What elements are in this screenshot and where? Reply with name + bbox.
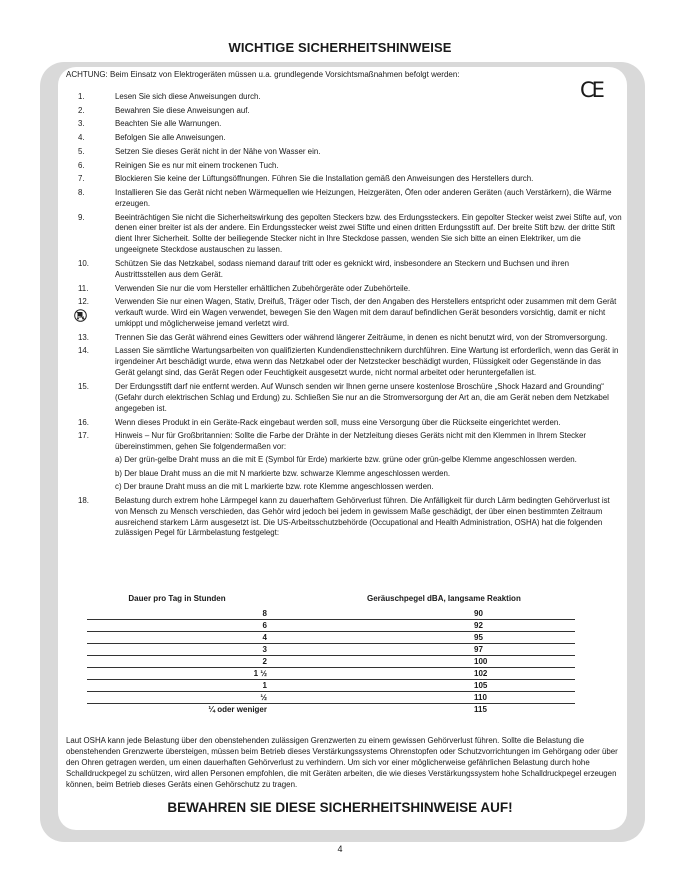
- list-item: 5. Setzen Sie dieses Gerät nicht in der Nähe von Wasser ein.: [78, 146, 321, 156]
- footer-title: BEWAHREN SIE DIESE SICHERHEITSHINWEISE AUF!: [167, 800, 513, 815]
- list-item: 18. Belastung durch extrem hohe Lärmpegel kann zu dauerhaftem Gehörverlust führen. Die Anfälligkeit für durch Lärm bedingten Gehörverlust ist von Mensch zu Mensch verschieden, das Gehör wird jedoch bei jedem in gewissem Maße geschädigt, der über einen bestimmten Zeitraum ausreichend starkem Lärm ausgesetzt ist. Die US-Arbeitsschutzbehörde (Occupational and Health Administration, OSHA) hat die folgenden zulässigen Pegel für Lärmbelastung festgelegt:: [78, 495, 610, 538]
- table-row: 3 97: [87, 644, 575, 656]
- list-item: 2. Bewahren Sie diese Anweisungen auf.: [78, 105, 250, 115]
- column-header-duration: Dauer pro Tag in Stunden: [128, 594, 226, 603]
- safety-instructions-list: [78, 92, 622, 542]
- item-17-sub-b: b) Der blaue Draht muss an die mit N markierte bzw. schwarze Klemme angeschlossen werden.: [115, 468, 451, 478]
- ce-mark-icon: CE: [580, 78, 602, 102]
- list-item: 3. Beachten Sie alle Warnungen.: [78, 119, 222, 129]
- list-item: 17. Hinweis – Nur für Großbritannien: Sollte die Farbe der Drähte in der Netzleitung dieses Geräts nicht mit den Klemmen in Ihrem Stecker übereinstimmen, gehen Sie folgendermaßen vor: a) Der grün-gelbe Draht muss an die mit E (Symbol für Erde) markierte bzw. grüne oder grün-gelbe Klemme angeschlossen werden. b) Der blaue Draht muss an die mit N markierte bzw. schwarze Klemme angeschlossen werden. c) Der braune Draht muss an die mit L markierte bzw. rote Klemme angeschlossen werden.: [78, 431, 622, 493]
- page-number: 4: [337, 844, 343, 854]
- list-item: 9. Beeinträchtigen Sie nicht die Sicherheitswirkung des gepolten Steckers bzw. des Erdungssteckers. Ein gepolter Stecker weist zwei Stifte auf, von denen einer breiter ist als der andere. Ein Erdungsstecker weist zwei Stifte und einen dritten Erdungsstift auf. Der breite Stift bzw. der dritte Stift dient Ihrer Sicherheit. Sollte der beiliegende Stecker nicht in Ihre Steckdose passen, wenden Sie sich bitte an einen Elektriker, um die ungeeignete Steckdose austauschen zu lassen.: [78, 212, 622, 255]
- list-item: 15. Der Erdungsstift darf nie entfernt werden. Auf Wunsch senden wir Ihnen gerne unsere kostenlose Broschüre „Shock Hazard and Grounding“ (Gefahr durch elektrischen Schlag und Erdung) zu. Schließen Sie nur an die Stromversorgung der Art an, die am Gerät neben dem Netzkabel angegeben ist.: [78, 382, 609, 413]
- table-header: [87, 592, 575, 606]
- list-item: 8. Installieren Sie das Gerät nicht neben Wärmequellen wie Heizungen, Heizgeräten, Öfen oder anderen Geräten (auch Verstärkern), die Wärme erzeugen.: [78, 187, 612, 208]
- page-title: WICHTIGE SICHERHEITSHINWEISE: [228, 40, 452, 55]
- table-row: ¼ oder weniger 115: [208, 705, 487, 714]
- list-item: 13. Trennen Sie das Gerät während eines Gewitters oder während längerer Zeiträume, in denen es nicht benutzt wird, von der Stromversorgung.: [78, 332, 608, 342]
- table-row: 1 ½ 102: [87, 668, 575, 680]
- table-row: 8 90: [87, 608, 575, 620]
- cart-warning-icon: [74, 309, 87, 322]
- list-item: 11. Verwenden Sie nur die vom Hersteller erhältlichen Zubehörgeräte oder Zubehörteile.: [78, 283, 411, 293]
- table-row: 4 95: [87, 632, 575, 644]
- list-item: 14. Lassen Sie sämtliche Wartungsarbeiten von qualifizierten Kundendiensttechnikern durchführen. Eine Wartung ist erforderlich, wenn das Gerät in irgendeiner Art beschädigt wurde, etwa wenn das Netzkabel oder der Netzstecker beschädigt wurden, Flüssigkeit oder Gegenstände in das Gerät gelangt sind, das Gerät Regen oder Feuchtigkeit ausgesetzt wurde, nicht normal arbeitet oder heruntergefallen ist.: [78, 346, 619, 378]
- column-header-level: Geräuschpegel dBA, langsame Reaktion: [367, 594, 521, 603]
- list-item: 12. Verwenden Sie nur einen Wagen, Stativ, Dreifuß, Träger oder Tisch, der den Angaben des Herstellers entspricht oder zusammen mit dem Gerät verkauft wurde. Wird ein Wagen verwendet, bewegen Sie den Wagen mit dem darauf befindlichen Gerät besonders vorsichtig, damit er nicht umkippt und möglicherweise jemand verletzt wird.: [78, 297, 622, 330]
- list-item: 16. Wenn dieses Produkt in ein Geräte-Rack eingebaut werden soll, muss eine Versorgung über die Rückseite eingerichtet werden.: [78, 417, 561, 427]
- noise-exposure-table: [87, 592, 575, 715]
- osha-closing-paragraph: Laut OSHA kann jede Belastung über den obenstehenden zulässigen Grenzwerten zu einem gewissen Gehörverlust führen. Sollte die Belastung die obenstehenden Grenzwerte übersteigen, müssen beim Betrieb dieses Verstärkungssystems Ohrenstopfen oder Schutzvorrichtungen im Gehörgang oder über den Ohren getragen werden, um einen dauerhaften Gehörverlust zu verhindern. Um sich vor einer möglicherweise gefährlichen Belastung durch hohe Schalldruckpegel zu schützen, wird allen Personen empfohlen, die mit Geräten arbeiten, die wie dieses Verstärkungssystem hohe Schalldruckpegel erzeugen können, beim Betrieb dieses Geräts einen Gehörschutz zu tragen.: [66, 736, 618, 789]
- table-row: 1 105: [87, 680, 575, 692]
- item-17-sub-a: a) Der grün-gelbe Draht muss an die mit E (Symbol für Erde) markierte bzw. grüne oder grün-gelbe Klemme angeschlossen werden.: [115, 455, 577, 465]
- list-item: 6. Reinigen Sie es nur mit einem trockenen Tuch.: [78, 160, 279, 170]
- item-17-text: Hinweis – Nur für Großbritannien: Sollte die Farbe der Drähte in der Netzleitung dieses Geräts nicht mit den Klemmen in Ihrem Stecker übereinstimmen, gehen Sie folgendermaßen vor:: [115, 431, 587, 452]
- list-item: 10. Schützen Sie das Netzkabel, sodass niemand darauf tritt oder es geknickt wird, insbesondere an Steckern und Buchsen und ihren Austrittsstellen aus dem Gerät.: [78, 258, 569, 279]
- warning-intro: ACHTUNG: Beim Einsatz von Elektrogeräten müssen u.a. grundlegende Vorsichtsmaßnahmen befolgt werden:: [66, 70, 460, 79]
- list-item: 1. Lesen Sie sich diese Anweisungen durch.: [78, 92, 261, 101]
- list-item: 4. Befolgen Sie alle Anweisungen.: [78, 133, 226, 143]
- table-row: 2 100: [87, 656, 575, 668]
- item-17-sub-c: c) Der braune Draht muss an die mit L markierte bzw. rote Klemme angeschlossen werden.: [115, 482, 434, 492]
- table-row: ½ 110: [87, 692, 575, 704]
- table-row: 6 92: [87, 620, 575, 632]
- list-item: 7. Blockieren Sie keine der Lüftungsöffnungen. Führen Sie die Installation gemäß den Anweisungen des Herstellers durch.: [78, 174, 534, 184]
